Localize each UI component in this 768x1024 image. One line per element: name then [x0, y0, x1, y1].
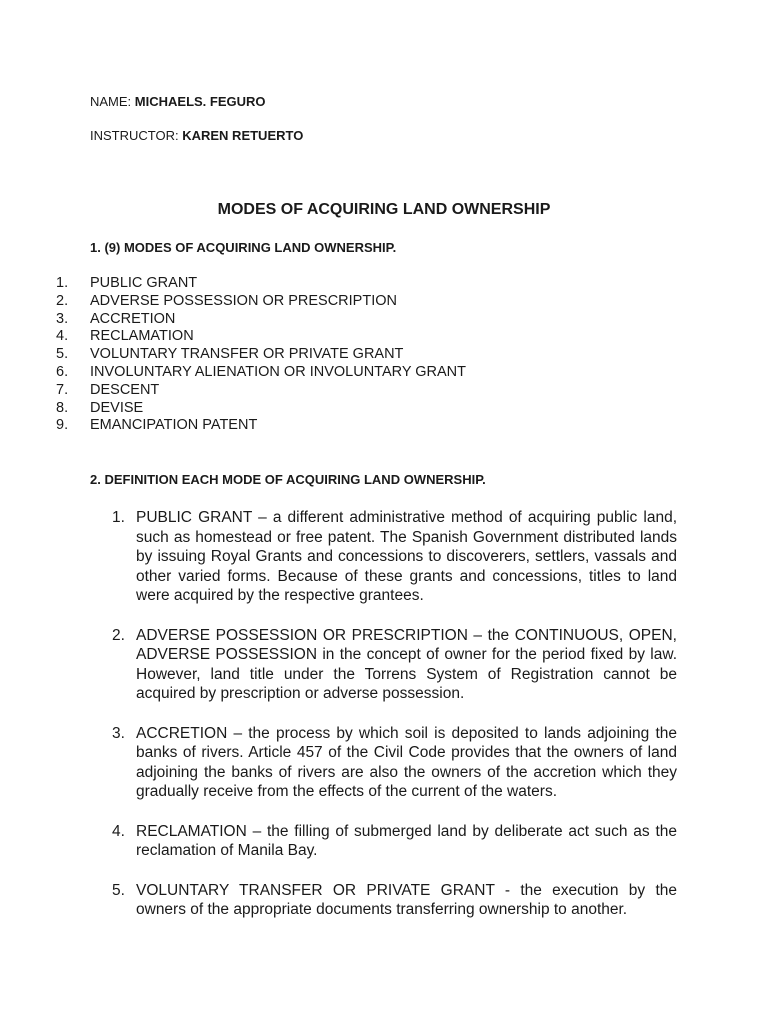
definition-item — [0, 881, 768, 920]
definition-text: ACCRETION – the process by which soil is deposited to lands adjoining the banks of rivers. Article 457 of the Civil Code provides that the owners of land adjoining the banks of rivers are also the owners of the accretion which they gradually receive from the effects of the current of the waters. — [136, 724, 677, 800]
definition-item — [0, 508, 768, 606]
definition-item — [0, 626, 768, 704]
list-item-number: 3. — [56, 310, 69, 327]
list-item-text: ADVERSE POSSESSION OR PRESCRIPTION — [90, 292, 397, 309]
list-item-text: DESCENT — [90, 381, 160, 398]
list-item — [0, 293, 768, 311]
list-item — [0, 417, 768, 435]
list-item-text: INVOLUNTARY ALIENATION OR INVOLUNTARY GRANT — [90, 363, 467, 380]
list-item — [0, 400, 768, 418]
definition-item — [0, 822, 768, 861]
instructor-label: INSTRUCTOR: — [90, 128, 183, 143]
list-item — [0, 275, 768, 293]
section-1-heading: 1. (9) MODES OF ACQUIRING LAND OWNERSHIP. — [90, 240, 397, 255]
name-label: NAME: — [90, 94, 135, 109]
list-item — [0, 382, 768, 400]
definition-number: 5. — [112, 881, 125, 899]
list-item-text: RECLAMATION — [90, 328, 194, 345]
list-item — [0, 346, 768, 364]
list-item-number: 5. — [56, 346, 69, 363]
name-value: MICHAELS. FEGURO — [134, 94, 266, 109]
definition-text: VOLUNTARY TRANSFER OR PRIVATE GRANT - the execution by the owners of the appropriate documents transferring ownership to another. — [136, 881, 677, 918]
list-item — [0, 328, 768, 346]
definition-text: ADVERSE POSSESSION OR PRESCRIPTION – the CONTINUOUS, OPEN, ADVERSE POSSESSION in the concept of owner for the period fixed by law. However, land title under the Torrens System of Registration cannot be acquired by prescription or adverse possession. — [136, 626, 677, 702]
definition-number: 3. — [112, 724, 125, 742]
definition-item — [0, 724, 768, 802]
list-item-number: 9. — [56, 417, 69, 434]
list-item-text: EMANCIPATION PATENT — [90, 417, 258, 434]
list-item-number: 2. — [56, 292, 69, 309]
list-item — [0, 311, 768, 329]
student-name-line — [90, 94, 266, 110]
list-item-text: PUBLIC GRANT — [90, 275, 198, 291]
list-item-number: 4. — [56, 328, 69, 345]
definition-number: 1. — [112, 509, 125, 526]
definition-number: 4. — [112, 822, 125, 840]
list-item-text: ACCRETION — [90, 310, 176, 327]
modes-list — [0, 275, 768, 435]
list-item-number: 1. — [56, 275, 69, 291]
definition-text: RECLAMATION – the filling of submerged land by deliberate act such as the reclamation of Manila Bay. — [136, 822, 677, 859]
list-item-text: DEVISE — [90, 399, 144, 416]
definition-number: 2. — [112, 626, 125, 644]
definition-text: PUBLIC GRANT – a different administrative method of acquiring public land, such as homestead or free patent. The Spanish Government distributed lands by issuing Royal Grants and concessions to discoverers, settlers, vassals and other varied forms. Because of these grants and concessions, titles to land were acquired by the respective grantees. — [136, 509, 677, 604]
list-item — [0, 364, 768, 382]
document-title: MODES OF ACQUIRING LAND OWNERSHIP — [217, 201, 551, 218]
section-2-heading: 2. DEFINITION EACH MODE OF ACQUIRING LAND OWNERSHIP. — [90, 472, 486, 487]
list-item-number: 6. — [56, 363, 69, 380]
definitions-list — [0, 508, 768, 940]
list-item-number: 8. — [56, 399, 69, 416]
instructor-line — [90, 128, 303, 144]
list-item-text: VOLUNTARY TRANSFER OR PRIVATE GRANT — [90, 346, 404, 363]
list-item-number: 7. — [56, 381, 69, 398]
instructor-value: KAREN RETUERTO — [182, 128, 304, 143]
